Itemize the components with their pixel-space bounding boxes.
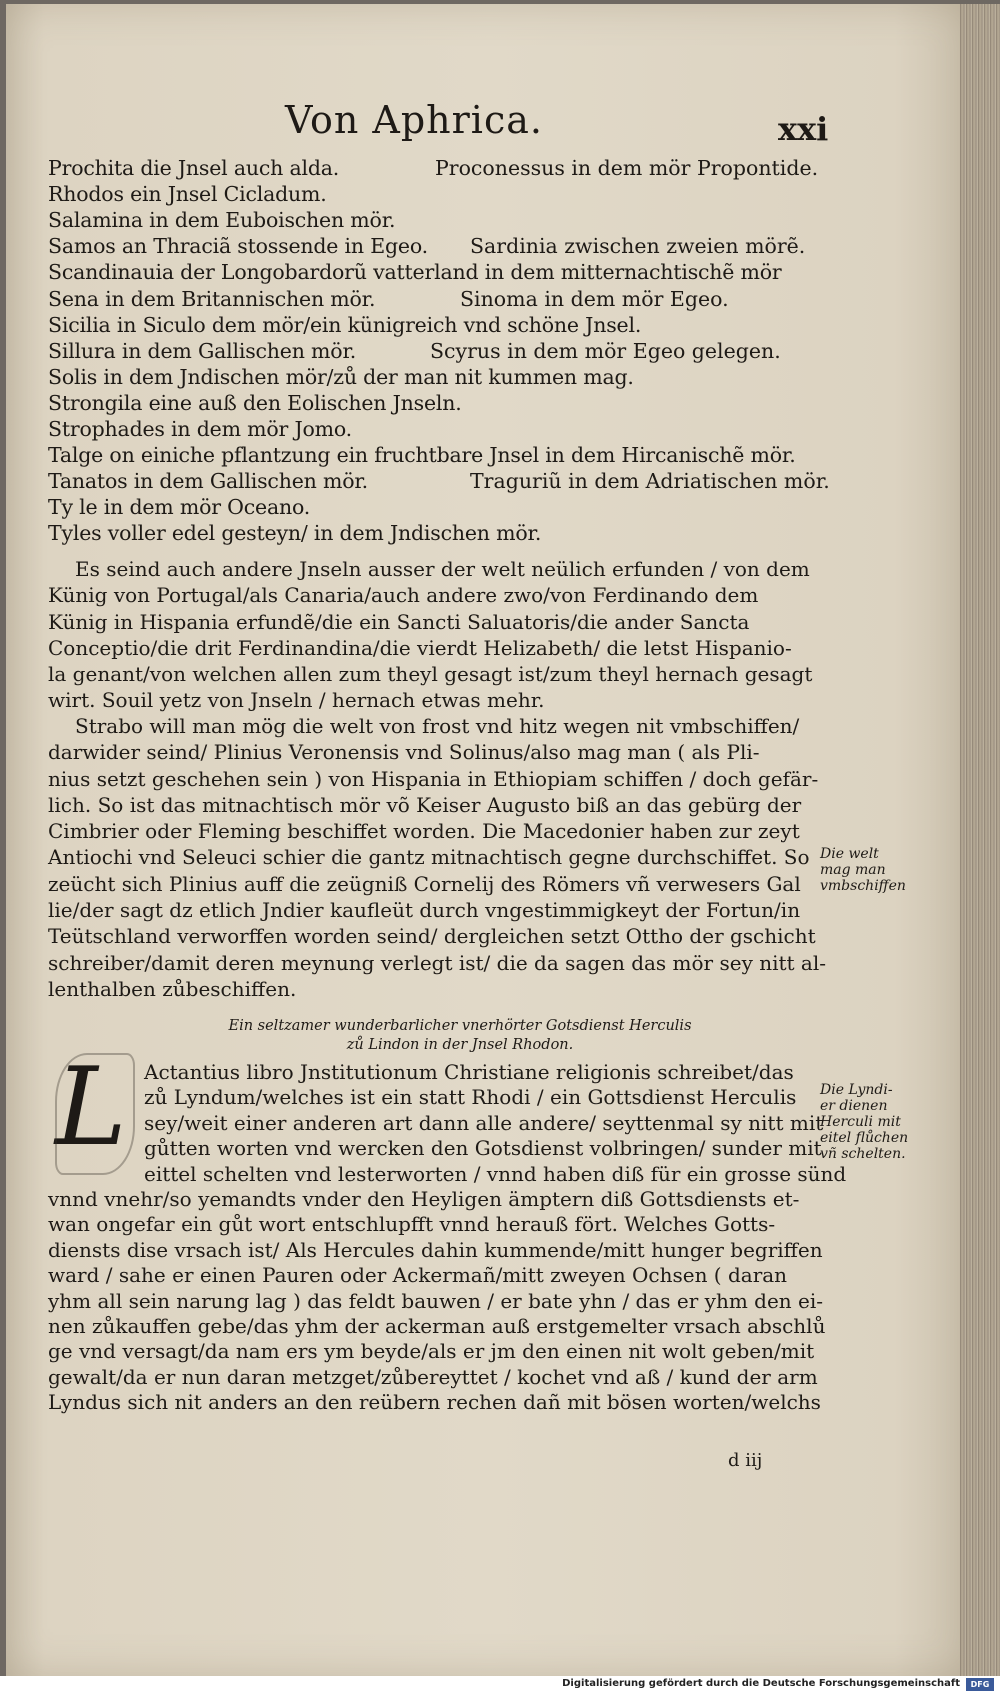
island-entry: Prochita die Jnsel auch alda. <box>48 156 340 180</box>
text-line: nen zůkauffen gebe/das yhm der ackerman auß erstgemelter vrsach abschlů <box>48 1314 826 1339</box>
island-entry: Rhodos ein Jnsel Cicladum. <box>48 182 327 207</box>
text-line: lie/der sagt dz etlich Jndier kaufleüt durch vngestimmigkeyt der Fortun/in <box>48 898 801 923</box>
island-entry-second-column: Sinoma in dem mör Egeo. <box>460 286 729 311</box>
running-head: Von Aphrica. <box>285 98 543 142</box>
folio: xxi <box>778 110 829 148</box>
margin-note-line: Herculi mit <box>820 1114 901 1130</box>
island-entry: Sena in dem Britannischen mör. <box>48 286 376 311</box>
island-entry: Salamina in dem Euboischen mör. <box>48 208 396 233</box>
island-entry: Sicilia in Siculo dem mör/ein künigreich vnd schöne Jnsel. <box>48 312 642 337</box>
margin-note-2 <box>820 1082 908 1162</box>
heading-line-2: zů Lindon in der Jnsel Rhodon. <box>346 1037 574 1053</box>
island-entry-second-column: Scyrus in dem mör Egeo gelegen. <box>430 338 781 363</box>
text-line: nius setzt geschehen sein ) von Hispania in Ethiopiam schiffen / doch gefär- <box>48 766 819 791</box>
dfg-logo: DFG <box>966 1678 994 1691</box>
signature-mark: d iij <box>728 1450 763 1471</box>
island-entry: Talge on einiche pflantzung ein fruchtbare Jnsel in dem Hircanischẽ mör. <box>48 443 796 468</box>
initial-letter: L <box>55 1045 127 1170</box>
island-entry: Strophades in dem mör Jomo. <box>48 417 352 441</box>
text-line: Strabo will man mög die welt von frost vnd hitz wegen nit vmbschiffen/ <box>75 714 800 738</box>
text-line: Antiochi vnd Seleuci schier die gantz mitnachtisch gegne durchschiffet. So <box>48 845 810 870</box>
island-entry: Scandinauia der Longobardorũ vatterland in dem mitternachtischẽ mör <box>48 260 782 285</box>
text-line: Lyndus sich nit anders an den reübern rechen dañ mit bösen worten/welchs <box>48 1390 821 1415</box>
margin-note-1 <box>820 846 906 894</box>
text-line: gewalt/da er nun daran metzget/zůbereyttet / kochet vnd aß / kund der arm <box>48 1364 818 1389</box>
text-line: lenthalben zůbeschiffen. <box>48 976 297 1001</box>
page-edge <box>960 4 1000 1676</box>
text-line: Künig in Hispania erfundẽ/die ein Sancti Saluatoris/die ander Sancta <box>48 609 750 634</box>
margin-note-line: vmbschiffen <box>820 878 906 894</box>
margin-note-line: vñ schelten. <box>820 1146 906 1162</box>
paragraph-1 <box>48 556 818 714</box>
text-line: zů Lyndum/welches ist ein statt Rhodi / ein Gottsdienst Herculis <box>144 1085 797 1110</box>
text-line: ward / sahe er einen Pauren oder Ackermañ/mitt zweyen Ochsen ( daran <box>48 1263 788 1288</box>
text-line: darwider seind/ Plinius Veronensis vnd Solinus/also mag man ( als Pli- <box>48 740 760 765</box>
section-inset-text <box>48 1060 847 1187</box>
footer-credit: Digitalisierung gefördert durch die Deutsche Forschungsgemeinschaft <box>562 1678 960 1689</box>
text-line: Conceptio/die drit Ferdinandina/die vierdt Helizabeth/ die letst Hispanio- <box>48 635 792 660</box>
text-line: Teütschland verworffen worden seind/ dergleichen setzt Ottho der gschicht <box>48 924 816 949</box>
island-entry-second-column: Sardinia zwischen zweien mörẽ. <box>470 234 806 259</box>
text-line: vnnd vnehr/so yemandts vnder den Heyligen ämptern diß Gottsdiensts et- <box>48 1187 800 1211</box>
text-line: la genant/von welchen allen zum theyl gesagt ist/zum theyl hernach gesagt <box>48 662 813 687</box>
island-entry: Sillura in dem Gallischen mör. <box>48 338 357 363</box>
text-line: sey/weit einer anderen art dann alle andere/ seyttenmal sy nitt mit <box>144 1110 824 1135</box>
margin-note-line: mag man <box>820 862 886 878</box>
section-heading <box>190 1017 730 1055</box>
island-entry: Samos an Thraciã stossende in Egeo. <box>48 234 428 259</box>
paragraph-2 <box>48 713 827 1002</box>
island-entry-second-column: Proconessus in dem mör Propontide. <box>435 156 819 180</box>
island-entry: Tyles voller edel gesteyn/ in dem Jndischen mör. <box>48 521 542 546</box>
margin-note-line: Die welt <box>820 846 879 862</box>
heading-line-1: Ein seltzamer wunderbarlicher vnerhörter Gotsdienst Herculis <box>228 1018 692 1034</box>
island-entry: Solis in dem Jndischen mör/zů der man nit kummen mag. <box>48 364 634 389</box>
section-full-text <box>48 1187 826 1416</box>
text-line: Künig von Portugal/als Canaria/auch andere zwo/von Ferdinando dem <box>48 583 759 608</box>
margin-note-line: Die Lyndi- <box>820 1082 893 1098</box>
text-line: eittel schelten vnd lesterworten / vnnd haben diß für ein grosse sünd <box>144 1161 847 1186</box>
text-line: Es seind auch andere Jnseln ausser der welt neülich erfunden / von dem <box>75 557 810 581</box>
text-line: ge vnd versagt/da nam ers ym beyde/als er jm den einen nit wolt geben/mit <box>48 1339 815 1364</box>
text-line: lich. So ist das mitnachtisch mör võ Keiser Augusto biß an das gebürg der <box>48 792 802 817</box>
margin-note-line: er dienen <box>820 1098 888 1114</box>
margin-note-line: eitel flůchen <box>820 1130 909 1146</box>
text-line: schreiber/damit deren meynung verlegt ist/ die da sagen das mör sey nitt al- <box>48 950 827 975</box>
text-line: gůtten worten vnd wercken den Gotsdienst volbringen/ sunder mit <box>144 1136 822 1161</box>
island-entry: Strongila eine auß den Eolischen Jnseln. <box>48 390 462 415</box>
island-entry: Tanatos in dem Gallischen mör. <box>48 469 368 494</box>
text-line: Actantius libro Jnstitutionum Christiane religionis schreibet/das <box>144 1060 794 1084</box>
text-line: diensts dise vrsach ist/ Als Hercules dahin kummende/mitt hunger begriffen <box>48 1237 823 1262</box>
text-line: yhm all sein narung lag ) das feldt bauwen / er bate yhn / das er yhm den ei- <box>48 1288 824 1313</box>
text-line: Cimbrier oder Fleming beschiffet worden. Die Macedonier haben zur zeyt <box>48 819 800 844</box>
text-line: wan ongefar ein gůt wort entschlupfft vnnd herauß fört. Welches Gotts- <box>48 1212 776 1237</box>
text-line: wirt. Souil yetz von Jnseln / hernach etwas mehr. <box>48 688 545 713</box>
island-entry-second-column: Traguriũ in dem Adriatischen mör. <box>470 469 830 494</box>
island-entry: Ty le in dem mör Oceano. <box>48 495 311 520</box>
text-line: zeücht sich Plinius auff die zeügniß Cornelij des Römers vñ verwesers Gal <box>48 871 801 896</box>
